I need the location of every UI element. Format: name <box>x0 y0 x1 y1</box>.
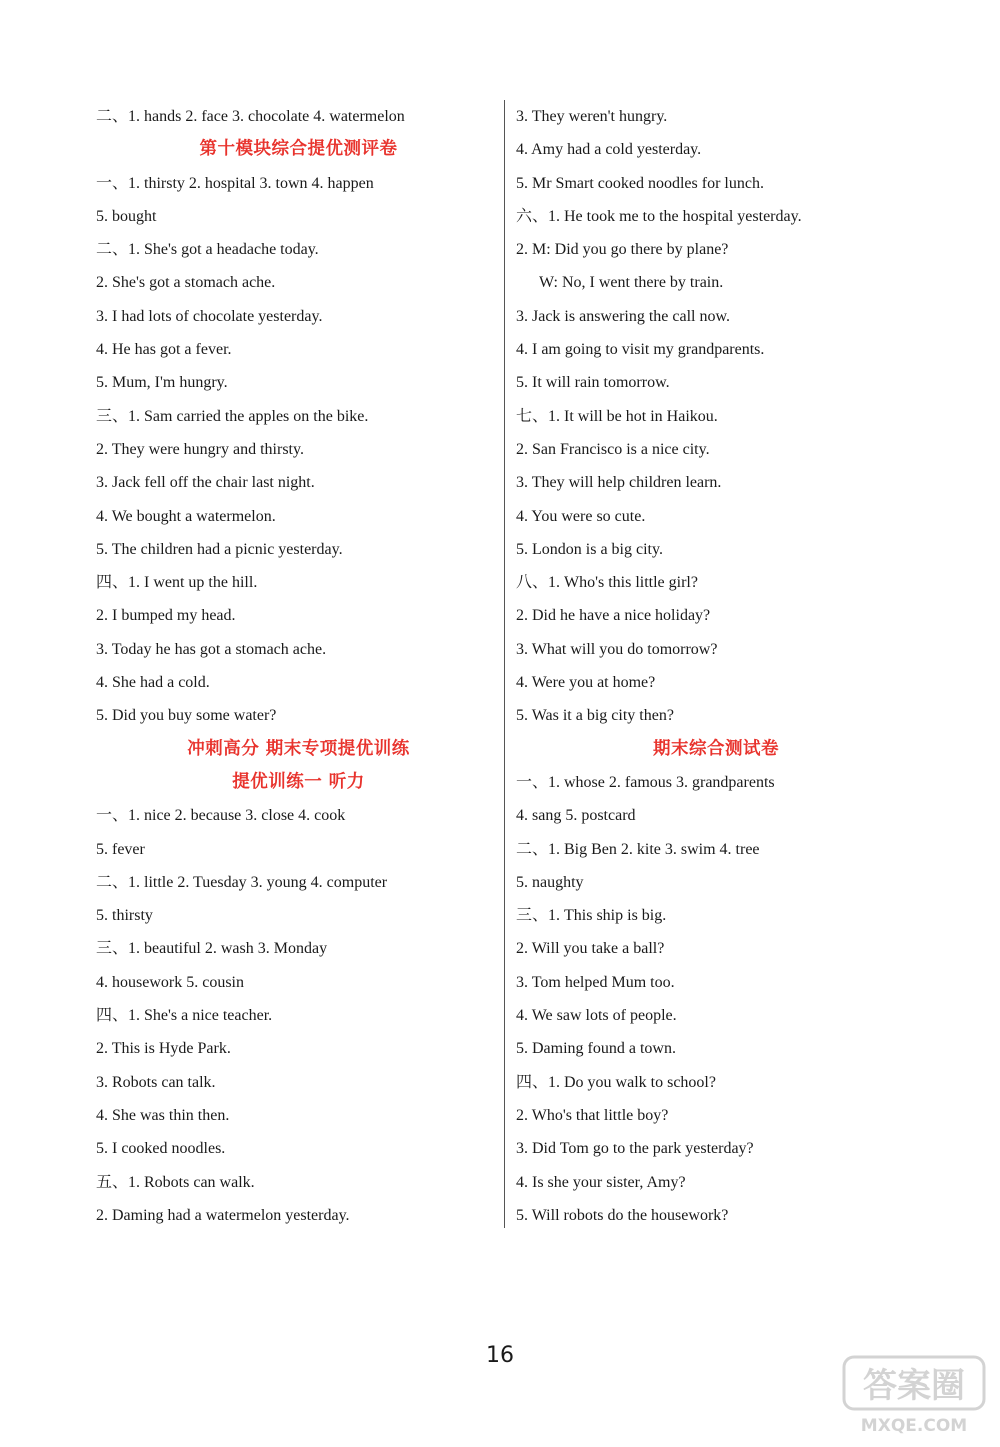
answer-line: 3. Robots can talk. <box>96 1073 216 1091</box>
answer-line: 3. What will you do tomorrow? <box>516 640 718 658</box>
answer-line: 2. Did he have a nice holiday? <box>516 607 711 625</box>
answer-line: 七、1. It will be hot in Haikou. <box>516 407 718 425</box>
answer-line: 三、1. Sam carried the apples on the bike. <box>96 407 369 425</box>
left-column <box>96 100 501 1232</box>
column-divider <box>504 100 505 1228</box>
answer-line: 2. M: Did you go there by plane? <box>516 241 729 259</box>
answer-line: 5. naughty <box>516 873 584 891</box>
answer-line: 3. Tom helped Mum too. <box>516 973 675 991</box>
answer-line: 5. Will robots do the housework? <box>516 1206 729 1224</box>
answer-line: 一、1. whose 2. famous 3. grandparents <box>516 773 775 791</box>
answer-line: 4. She was thin then. <box>96 1106 230 1124</box>
answer-line: 4. Amy had a cold yesterday. <box>516 141 702 159</box>
answer-line: 4. Is she your sister, Amy? <box>516 1173 686 1191</box>
answer-line: 四、1. Do you walk to school? <box>516 1073 716 1091</box>
answer-line: 二、1. She's got a headache today. <box>96 241 319 259</box>
answer-line: 4. Were you at home? <box>516 674 656 692</box>
answer-line: 二、1. hands 2. face 3. chocolate 4. watermelon <box>96 108 405 125</box>
watermark-chars: 答案圈 <box>863 1366 965 1406</box>
answer-line: 2. She's got a stomach ache. <box>96 274 276 292</box>
answer-line: 四、1. I went up the hill. <box>96 574 258 592</box>
answer-line: 5. fever <box>96 840 145 858</box>
answer-line: 5. Mr Smart cooked noodles for lunch. <box>516 174 764 192</box>
watermark-logo-icon <box>840 1351 988 1439</box>
answer-line: 2. I bumped my head. <box>96 607 236 625</box>
answer-line: 二、1. little 2. Tuesday 3. young 4. computer <box>96 873 388 891</box>
answer-line: 5. Did you buy some water? <box>96 707 277 725</box>
answer-line: 2. Who's that little boy? <box>516 1106 669 1124</box>
answer-line: 四、1. She's a nice teacher. <box>96 1007 273 1025</box>
answer-line: 5. I cooked noodles. <box>96 1140 226 1158</box>
answer-line: 2. This is Hyde Park. <box>96 1040 231 1058</box>
answer-line: 4. I am going to visit my grandparents. <box>516 341 765 359</box>
answer-line: 5. London is a big city. <box>516 540 663 558</box>
answer-line: 4. He has got a fever. <box>96 341 232 359</box>
answer-line: 5. bought <box>96 207 157 225</box>
right-column <box>516 100 916 1232</box>
answer-line: 2. Daming had a watermelon yesterday. <box>96 1206 350 1224</box>
answer-line: 一、1. nice 2. because 3. close 4. cook <box>96 807 346 825</box>
answer-line: 3. Today he has got a stomach ache. <box>96 640 327 658</box>
section-heading: 提优训练一 听力 <box>232 771 365 792</box>
answer-line: 3. Did Tom go to the park yesterday? <box>516 1140 754 1158</box>
answer-line: 5. The children had a picnic yesterday. <box>96 540 343 558</box>
answer-line: 2. They were hungry and thirsty. <box>96 440 304 458</box>
answer-line: 一、1. thirsty 2. hospital 3. town 4. happen <box>96 174 374 192</box>
section-heading: 期末综合测试卷 <box>653 738 779 759</box>
answer-line: W: No, I went there by train. <box>539 274 724 292</box>
answer-line: 5. It will rain tomorrow. <box>516 374 670 392</box>
answer-line: 4. sang 5. postcard <box>516 807 636 825</box>
answer-line: 4. You were so cute. <box>516 507 646 525</box>
watermark-logo <box>840 1351 988 1439</box>
answer-line: 5. Mum, I'm hungry. <box>96 374 228 392</box>
answer-line: 3. Jack fell off the chair last night. <box>96 474 315 492</box>
page-number: 16 <box>486 1343 514 1368</box>
answer-line: 六、1. He took me to the hospital yesterday. <box>516 207 802 225</box>
watermark-url: MXQE.COM <box>860 1416 968 1436</box>
answer-line: 4. housework 5. cousin <box>96 973 244 991</box>
answer-line: 3. I had lots of chocolate yesterday. <box>96 307 323 325</box>
answer-line: 三、1. beautiful 2. wash 3. Monday <box>96 940 328 958</box>
answer-line: 4. She had a cold. <box>96 674 210 692</box>
answer-line: 二、1. Big Ben 2. kite 3. swim 4. tree <box>516 840 760 858</box>
answer-line: 5. Was it a big city then? <box>516 707 674 725</box>
answer-line: 3. They will help children learn. <box>516 474 722 492</box>
answer-line: 2. Will you take a ball? <box>516 940 665 958</box>
answer-line: 5. Daming found a town. <box>516 1040 676 1058</box>
answer-line: 4. We bought a watermelon. <box>96 507 276 525</box>
answer-line: 八、1. Who's this little girl? <box>516 574 698 592</box>
answer-line: 3. Jack is answering the call now. <box>516 307 731 325</box>
answer-line: 2. San Francisco is a nice city. <box>516 440 710 458</box>
section-heading: 冲刺高分 期末专项提优训练 <box>187 738 410 759</box>
answer-line: 三、1. This ship is big. <box>516 907 667 925</box>
answer-line: 五、1. Robots can walk. <box>96 1173 255 1191</box>
answer-line: 3. They weren't hungry. <box>516 108 668 125</box>
answer-line: 5. thirsty <box>96 907 153 925</box>
section-heading: 第十模块综合提优测评卷 <box>199 139 398 160</box>
answer-line: 4. We saw lots of people. <box>516 1007 677 1025</box>
